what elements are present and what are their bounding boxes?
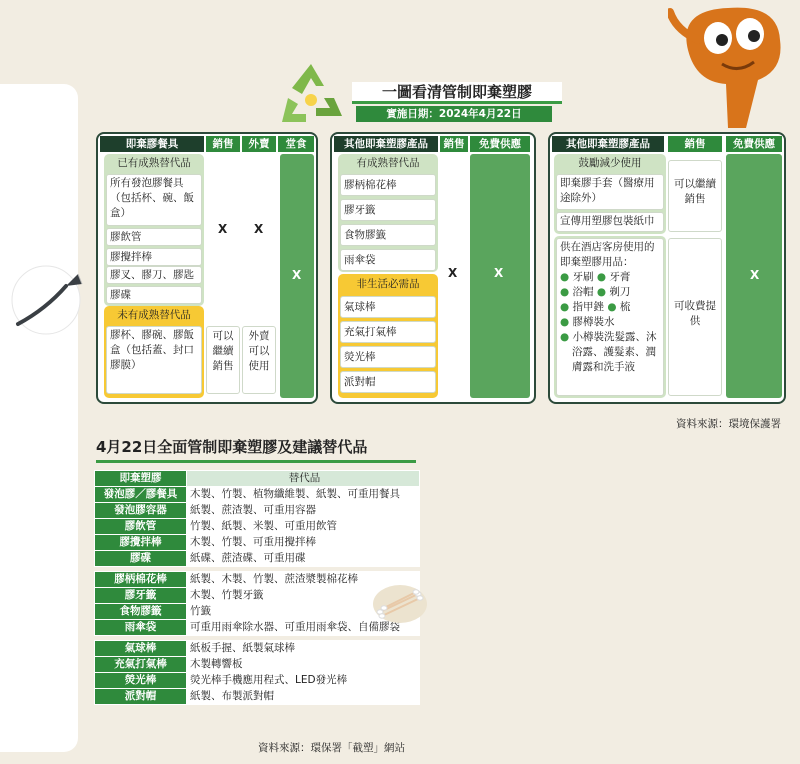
panel2-nonessential-label: 非生活必需品 <box>340 276 436 292</box>
table-cell-alt: 木製、竹製牙籤 <box>187 588 420 604</box>
panel2-item-foodpick: 食物膠籤 <box>340 224 436 246</box>
panel1-header-item: 即棄膠餐具 <box>100 136 204 152</box>
table-header-plastic: 即棄塑膠 <box>95 471 187 487</box>
table-cell-item: 發泡膠／膠餐具 <box>95 487 187 503</box>
panel2-x-sale: X <box>448 266 458 280</box>
panel3-reduce-label: 鼓勵減少使用 <box>556 155 664 171</box>
panel1-cups-takeaway: 外賣可以使用 <box>242 326 276 394</box>
table-cell-item: 氣球棒 <box>95 641 187 657</box>
panel2-with-alt-label: 有成熟替代品 <box>340 155 436 171</box>
table-row <box>95 641 420 657</box>
panel2-item-glowstick: 熒光棒 <box>340 346 436 368</box>
table-cell-item: 膠牙籤 <box>95 588 187 604</box>
side-panel <box>0 84 78 752</box>
mascot-illustration <box>668 0 796 132</box>
panel3-hotel-free: 可收費提供 <box>668 238 722 396</box>
hotel-item-comb: 梳 <box>619 301 631 313</box>
table-cell-item: 充氣打氣棒 <box>95 657 187 673</box>
table-cell-alt: 紙製、蔗渣製、可重用容器 <box>187 503 420 519</box>
table-cell-alt: 紙製、布製派對帽 <box>187 689 420 705</box>
table-row <box>95 535 420 551</box>
table-cell-alt: 竹製、紙製、米製、可重用飲管 <box>187 519 420 535</box>
table-cell-item: 食物膠籤 <box>95 604 187 620</box>
source-note-1: 資料來源：環境保護署 <box>676 418 781 430</box>
panel3-header-free: 免費供應 <box>726 136 782 152</box>
panel3-header-sale: 銷售 <box>668 136 722 152</box>
hotel-item-bottledwater: 膠樽裝水 <box>572 316 615 328</box>
panel2-item-cottonbud: 膠柄棉花棒 <box>340 174 436 196</box>
table-row <box>95 519 420 535</box>
panel2-header-item: 其他即棄塑膠產品 <box>334 136 438 152</box>
table-cell-alt: 紙碟、蔗渣碟、可重用碟 <box>187 551 420 567</box>
page-title: 一圖看清管制即棄塑膠 <box>352 82 562 104</box>
panel3-x-free: X <box>750 268 760 282</box>
table-cell-alt: 木製、竹製、植物纖維製、紙製、可重用餐具 <box>187 487 420 503</box>
table-row <box>95 657 420 673</box>
table-title: 4月22日全面管制即棄塑膠及建議替代品 <box>96 436 416 463</box>
table-row <box>95 487 420 503</box>
panel2-header-free: 免費供應 <box>470 136 530 152</box>
panel3-item-tissue: 宣傳用塑膠包裝紙巾 <box>556 212 664 232</box>
table-cell-alt: 木製、竹製、可重用攪拌棒 <box>187 535 420 551</box>
panel1-item-cutlery: 膠叉、膠刀、膠匙 <box>106 266 202 284</box>
recycle-icon <box>272 58 350 130</box>
table-cell-alt: 木製轉響板 <box>187 657 420 673</box>
panel3-hotel-title: 供在酒店客房使用的即棄塑膠用品： <box>560 241 655 268</box>
panel2-item-toothpick: 膠牙籤 <box>340 199 436 221</box>
source-note-2: 資料來源：環保署「截塑」網站 <box>258 742 405 754</box>
table-row <box>95 620 420 636</box>
effective-date: 實施日期：2024年4月22日 <box>356 106 552 122</box>
table-row <box>95 551 420 567</box>
floss-pick-illustration <box>6 264 86 336</box>
panel1-header-dinein: 堂食 <box>278 136 314 152</box>
table-cell-item: 膠攪拌棒 <box>95 535 187 551</box>
hotel-item-showercap: 浴帽 <box>572 286 594 298</box>
table-cell-item: 發泡膠容器 <box>95 503 187 519</box>
panel1-no-alt-label: 未有成熟替代品 <box>106 307 202 323</box>
table-header-alt: 替代品 <box>187 471 420 487</box>
table-row <box>95 689 420 705</box>
table-row <box>95 588 420 604</box>
panel1-x-dinein: X <box>292 268 302 282</box>
table-row <box>95 572 420 588</box>
panel3-item-gloves: 即棄膠手套（醫療用途除外） <box>556 174 664 210</box>
hotel-row-4: ● 膠樽裝水 <box>560 316 615 328</box>
hotel-item-nailfile: 指甲銼 <box>572 301 605 313</box>
panel2-item-balloonstick: 氣球棒 <box>340 296 436 318</box>
panel2-item-umbrellabag: 雨傘袋 <box>340 249 436 271</box>
panel2-header-sale: 銷售 <box>440 136 468 152</box>
table-cell-alt: 可重用雨傘除水器、可重用雨傘袋、自備膠袋 <box>187 620 420 636</box>
hotel-row-2: ● 浴帽 ● 剃刀 <box>560 286 631 298</box>
panel1-x-sale: X <box>218 222 228 236</box>
panel1-header-takeaway: 外賣 <box>242 136 276 152</box>
table-cell-item: 派對帽 <box>95 689 187 705</box>
table-row <box>95 604 420 620</box>
panel3-hotel-box <box>556 238 664 396</box>
table-row <box>95 673 420 689</box>
table-cell-item: 膠飲管 <box>95 519 187 535</box>
table-cell-item: 膠碟 <box>95 551 187 567</box>
hotel-item-toothbrush: 牙刷 <box>572 271 594 283</box>
hotel-item-toothpaste: 牙膏 <box>609 271 631 283</box>
panel1-cups-sale: 可以繼續銷售 <box>206 326 240 394</box>
panel2-item-inflatable: 充氣打氣棒 <box>340 321 436 343</box>
panel1-item-cups: 膠杯、膠碗、膠飯盒（包括蓋、封口膠膜） <box>106 326 202 394</box>
cotton-bud-illustration <box>372 584 428 624</box>
panel2-item-partyhat: 派對帽 <box>340 371 436 393</box>
table-cell-item: 雨傘袋 <box>95 620 187 636</box>
panel1-header-sale: 銷售 <box>206 136 240 152</box>
table-cell-item: 膠柄棉花棒 <box>95 572 187 588</box>
panel1-item-stirrer: 膠攪拌棒 <box>106 248 202 266</box>
panel1-item-foam: 所有發泡膠餐具（包括杯、碗、飯盒） <box>106 174 202 226</box>
hotel-item-toiletries: 小樽裝洗髮露、沐浴露、護髮素、潤膚露和洗手液 <box>572 331 657 373</box>
panel1-item-plate: 膠碟 <box>106 286 202 304</box>
table-cell-item: 熒光棒 <box>95 673 187 689</box>
panel3-header-item: 其他即棄塑膠產品 <box>552 136 664 152</box>
table-cell-alt: 紙製、木製、竹製、蔗渣漿製棉花棒 <box>187 572 420 588</box>
table-header-row <box>95 471 420 487</box>
panel3-reduce-sale: 可以繼續銷售 <box>668 160 722 232</box>
hotel-item-razor: 剃刀 <box>609 286 631 298</box>
panel2-x-free: X <box>494 266 504 280</box>
panel1-with-alt-label: 已有成熟替代品 <box>106 155 202 171</box>
panel1-item-straw: 膠飲管 <box>106 228 202 246</box>
panel1-x-takeaway: X <box>254 222 264 236</box>
table-cell-alt: 熒光棒手機應用程式、LED發光棒 <box>187 673 420 689</box>
table-cell-alt: 紙板手握、紙製氣球棒 <box>187 641 420 657</box>
hotel-row-1: ● 牙刷 ● 牙膏 <box>560 271 631 283</box>
hotel-row-3: ● 指甲銼 ● 梳 <box>560 301 631 313</box>
hotel-row-5: ● 小樽裝洗髮露、沐浴露、護髮素、潤膚露和洗手液 <box>560 331 657 373</box>
table-row <box>95 503 420 519</box>
table-cell-alt: 竹籤 <box>187 604 420 620</box>
